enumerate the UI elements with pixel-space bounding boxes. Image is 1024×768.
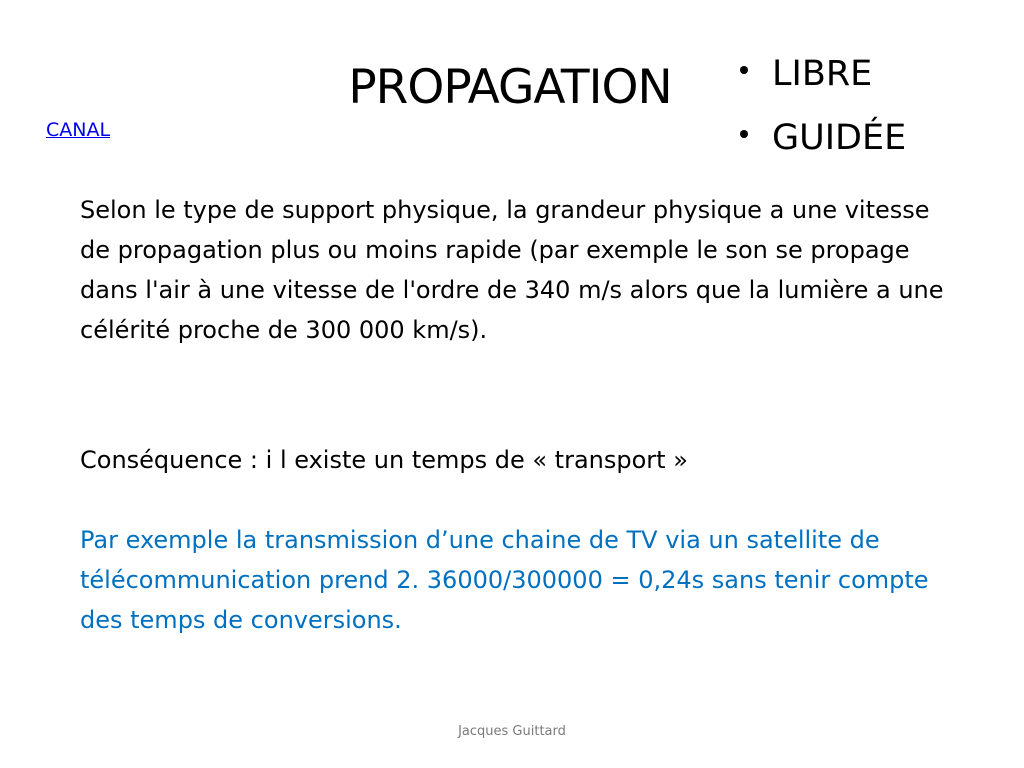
- body-paragraph-speed: Selon le type de support physique, la grandeur physique a une vitesse de propagation plus ou moins rapide (par exemple le son se propage dans l'air à une vitesse de l'ordre de 340 m/s alors que la lumière a une célérité proche de 300 000 km/s).: [80, 196, 944, 344]
- bullet-item-libre: [740, 42, 906, 106]
- bullet-list: [740, 42, 906, 170]
- slide-title: PROPAGATION: [348, 60, 672, 115]
- bullet-item-label: GUIDÉE: [772, 117, 907, 158]
- bullet-item-label: LIBRE: [772, 53, 873, 94]
- body-paragraph-consequence: Conséquence : i l existe un temps de « transport »: [80, 446, 688, 474]
- bullet-item-guidee: [740, 106, 906, 170]
- canal-link[interactable]: CANAL: [46, 119, 111, 141]
- bullet-dot-icon: [740, 66, 748, 74]
- body-paragraph-example: Par exemple la transmission d’une chaine de TV via un satellite de télécommunication prend 2. 36000/300000 = 0,24s sans tenir compte des temps de conversions.: [80, 526, 929, 634]
- slide-footer-author: Jacques Guittard: [458, 724, 566, 739]
- bullet-dot-icon: [740, 130, 748, 138]
